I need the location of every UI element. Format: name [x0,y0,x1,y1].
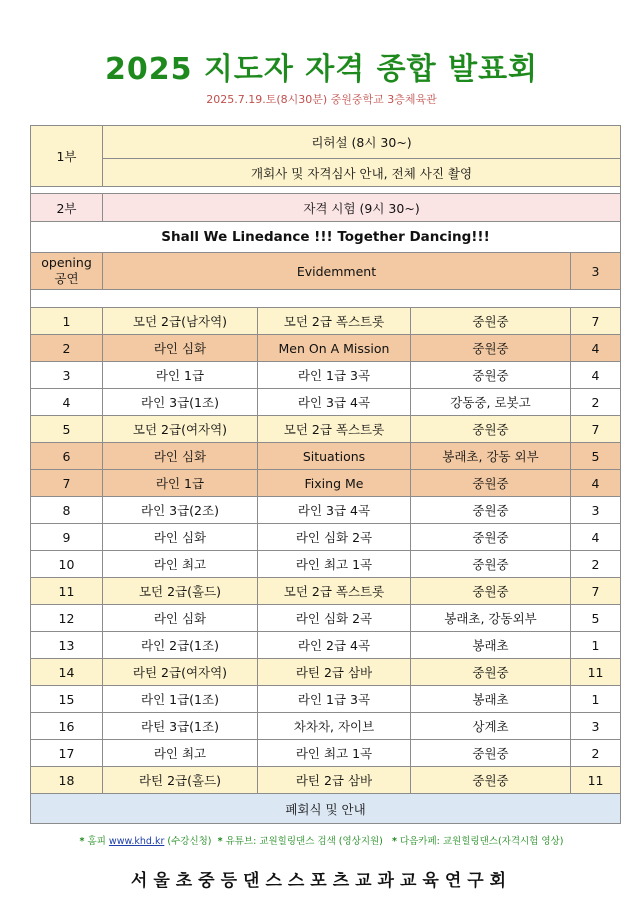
row-song: 라틴 2급 삼바 [258,659,411,686]
opening-label: opening 공연 [31,253,103,290]
table-row [31,524,621,551]
table-row [31,470,621,497]
opening-count: 3 [571,253,621,290]
part2-row [31,194,621,222]
homepage-label: 홈피 [87,836,106,847]
row-school: 중원중 [411,335,571,362]
row-number: 6 [31,443,103,470]
row-song: 모던 2급 폭스트롯 [258,416,411,443]
row-song: 라인 1급 3곡 [258,362,411,389]
row-number: 12 [31,605,103,632]
row-level: 라인 1급 [103,470,258,497]
table-row [31,713,621,740]
star-icon: * [217,836,223,847]
page-title: 2025 지도자 자격 종합 발표회 [104,52,539,87]
row-number: 18 [31,767,103,794]
row-count: 4 [571,470,621,497]
row-song: 라틴 2급 삼바 [258,767,411,794]
footnote-links [0,833,643,847]
part2-label: 2부 [31,194,103,222]
row-level: 라인 심화 [103,524,258,551]
row-song: 라인 심화 2곡 [258,605,411,632]
row-school: 봉래초, 강동 외부 [411,443,571,470]
star-icon: * [391,836,397,847]
row-song: 라인 2급 4곡 [258,632,411,659]
banner-row [31,222,621,253]
row-school: 중원중 [411,362,571,389]
row-count: 7 [571,578,621,605]
row-level: 라인 심화 [103,605,258,632]
row-song: 라인 심화 2곡 [258,524,411,551]
row-school: 중원중 [411,416,571,443]
row-number: 2 [31,335,103,362]
row-level: 라인 1급 [103,362,258,389]
table-row [31,767,621,794]
star-icon: * [79,836,85,847]
table-row [31,416,621,443]
row-count: 2 [571,740,621,767]
row-song: Situations [258,443,411,470]
row-number: 4 [31,389,103,416]
spacer-row [31,290,621,308]
row-level: 라인 심화 [103,335,258,362]
row-song: Men On A Mission [258,335,411,362]
row-level: 라인 3급(1조) [103,389,258,416]
row-level: 라인 심화 [103,443,258,470]
row-school: 봉래초 [411,632,571,659]
row-count: 2 [571,389,621,416]
row-school: 중원중 [411,524,571,551]
row-count: 4 [571,335,621,362]
row-count: 3 [571,713,621,740]
row-song: 모던 2급 폭스트롯 [258,308,411,335]
row-level: 라인 최고 [103,740,258,767]
table-row [31,308,621,335]
row-level: 모던 2급(여자역) [103,416,258,443]
table-row [31,362,621,389]
row-song: 라인 3급 4곡 [258,497,411,524]
event-date-location: 2025.7.19.토(8시30분) 중원중학교 3층체육관 [206,93,437,106]
row-number: 9 [31,524,103,551]
part1-rehearsal: 리허설 (8시 30~) [103,126,621,159]
row-number: 1 [31,308,103,335]
row-count: 4 [571,362,621,389]
row-count: 3 [571,497,621,524]
table-row [31,740,621,767]
row-school: 중원중 [411,497,571,524]
spacer-row [31,187,621,194]
row-number: 11 [31,578,103,605]
table-row [31,578,621,605]
row-number: 3 [31,362,103,389]
row-school: 중원중 [411,551,571,578]
part1-label: 1부 [31,126,103,187]
row-school: 상계초 [411,713,571,740]
row-level: 모던 2급(홀드) [103,578,258,605]
row-count: 1 [571,686,621,713]
table-row [31,443,621,470]
organization-name: 서울초중등댄스스포츠교과교육연구회 [130,871,513,891]
table-row [31,497,621,524]
row-number: 7 [31,470,103,497]
row-level: 라틴 3급(1조) [103,713,258,740]
row-count: 2 [571,551,621,578]
row-school: 중원중 [411,767,571,794]
closing-row [31,794,621,824]
row-song: Fixing Me [258,470,411,497]
row-song: 라인 1급 3곡 [258,686,411,713]
row-count: 5 [571,443,621,470]
banner-slogan: Shall We Linedance !!! Together Dancing!!! [31,222,621,253]
row-number: 14 [31,659,103,686]
row-level: 라인 1급(1조) [103,686,258,713]
row-school: 봉래초 [411,686,571,713]
row-level: 라인 최고 [103,551,258,578]
row-number: 10 [31,551,103,578]
row-count: 11 [571,659,621,686]
row-song: 라인 최고 1곡 [258,551,411,578]
cafe-info: 다음카페: 교원힐링댄스(자격시험 영상) [399,836,564,847]
row-song: 모던 2급 폭스트롯 [258,578,411,605]
table-row [31,335,621,362]
row-number: 5 [31,416,103,443]
closing-ceremony: 폐회식 및 안내 [31,794,621,824]
table-row [31,659,621,686]
row-count: 1 [571,632,621,659]
row-school: 중원중 [411,308,571,335]
row-number: 16 [31,713,103,740]
row-school: 중원중 [411,659,571,686]
table-row [31,632,621,659]
schedule-table [30,125,621,824]
row-school: 중원중 [411,470,571,497]
table-row [31,389,621,416]
table-row [31,686,621,713]
row-count: 7 [571,416,621,443]
part1-opening-ceremony: 개회사 및 자격심사 안내, 전체 사진 촬영 [103,159,621,187]
row-level: 모던 2급(남자역) [103,308,258,335]
table-row [31,605,621,632]
homepage-link[interactable]: www.khd.kr [108,836,165,847]
row-school: 강동중, 로봇고 [411,389,571,416]
row-number: 13 [31,632,103,659]
row-song: 차차차, 자이브 [258,713,411,740]
row-song: 라인 최고 1곡 [258,740,411,767]
row-school: 중원중 [411,740,571,767]
table-row [31,551,621,578]
row-count: 5 [571,605,621,632]
homepage-note: (수강신청) [167,836,212,847]
row-level: 라인 3급(2조) [103,497,258,524]
row-song: 라인 3급 4곡 [258,389,411,416]
part1-row-rehearsal [31,126,621,159]
opening-title: Evidemment [103,253,571,290]
row-level: 라인 2급(1조) [103,632,258,659]
row-number: 8 [31,497,103,524]
row-level: 라틴 2급(여자역) [103,659,258,686]
row-count: 7 [571,308,621,335]
row-school: 봉래초, 강동외부 [411,605,571,632]
row-level: 라틴 2급(홀드) [103,767,258,794]
row-number: 15 [31,686,103,713]
row-count: 4 [571,524,621,551]
row-number: 17 [31,740,103,767]
opening-performance-row [31,253,621,290]
part1-row-opening [31,159,621,187]
part2-exam: 자격 시험 (9시 30~) [103,194,621,222]
row-school: 중원중 [411,578,571,605]
row-count: 11 [571,767,621,794]
youtube-info: 유튜브: 교원힐링댄스 검색 (영상지원) [225,836,383,847]
